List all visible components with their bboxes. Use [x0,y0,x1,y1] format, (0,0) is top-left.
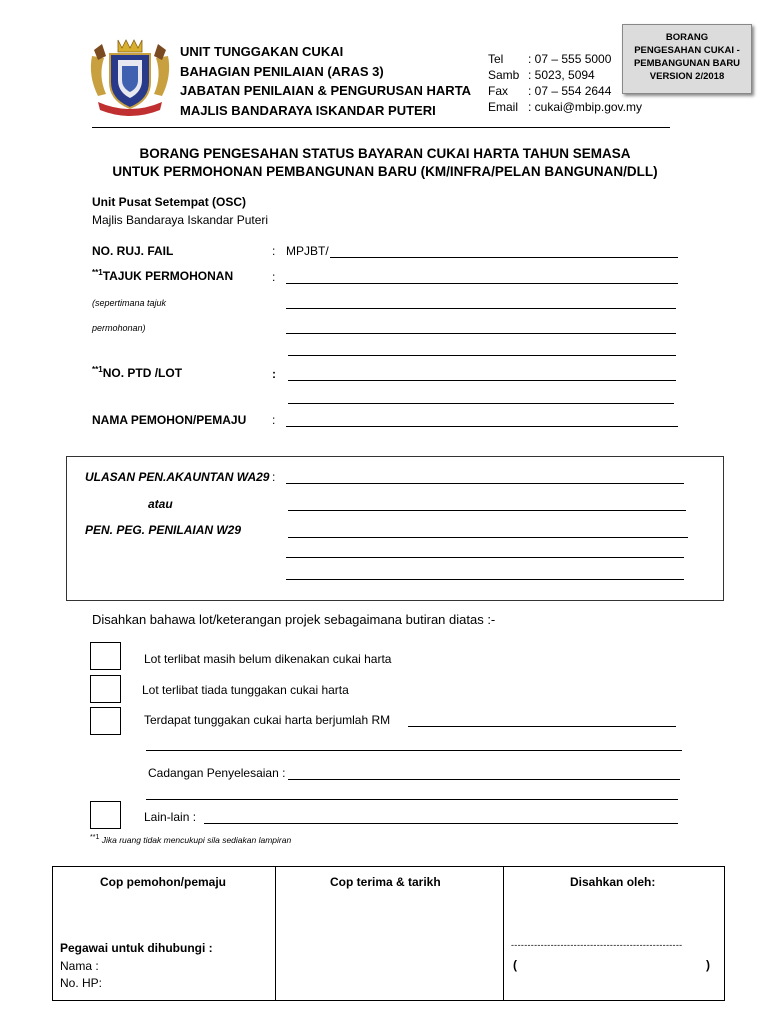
contact-block [488,51,642,115]
application-title-note-2: permohonan) [92,323,146,333]
review-or-text: atau [148,497,173,511]
review-input-line-4[interactable] [286,557,684,558]
file-ref-label: NO. RUJ. FAIL [92,244,174,258]
file-ref-input-line[interactable] [330,257,678,258]
confirmation-intro: Disahkan bahawa lot/keterangan projek sebagaimana butiran diatas :- [92,612,496,627]
review-input-line-2[interactable] [288,510,686,511]
arrears-input-line-2[interactable] [146,750,682,751]
checkbox-not-assessed[interactable] [90,642,121,670]
ptd-lot-label [92,365,182,380]
option-no-arrears-label: Lot terlibat tiada tunggakan cukai harta [142,683,349,697]
badge-line: VERSION 2/2018 [649,71,725,82]
contact-label-fax: Fax [488,84,509,98]
application-title-colon: : [272,270,276,284]
contact-label-email: Email [488,100,519,114]
verified-by-header: Disahkan oleh: [570,875,656,889]
agency-line-division: BAHAGIAN PENILAIAN (ARAS 3) [180,63,384,79]
form-title-line-1: BORANG PENGESAHAN STATUS BAYARAN CUKAI HARTA TAHUN SEMASA [139,146,631,161]
table-column-divider [503,867,504,1000]
review-input-line-3[interactable] [288,537,688,538]
ptd-lot-input-line-1[interactable] [288,380,676,381]
ptd-lot-input-line-2[interactable] [288,403,674,404]
other-input-line[interactable] [204,823,678,824]
agency-line-council: MAJLIS BANDARAYA ISKANDAR PUTERI [180,102,436,118]
footnote-marker: **1 [90,834,100,841]
contact-value-ext: : 5023, 5094 [528,68,595,82]
option-has-arrears-label: Terdapat tunggakan cukai harta berjumlah RM [144,713,391,727]
contact-value-email: : cukai@mbip.gov.my [528,100,642,114]
badge-line: BORANG [665,32,709,43]
review-colon: : [272,470,276,484]
contact-name-label: Nama : [60,959,99,973]
recipient-council: Majlis Bandaraya Iskandar Puteri [92,213,269,227]
footnote-marker: **1 [92,268,103,277]
applicant-name-input-line[interactable] [286,426,678,427]
proposal-input-line-1[interactable] [288,779,680,780]
agency-line-department: JABATAN PENILAIAN & PENGURUSAN HARTA [180,83,472,98]
contact-person-label: Pegawai untuk dihubungi : [60,941,213,955]
agency-block [180,42,471,120]
checkbox-other[interactable] [90,801,121,829]
review-valuer-label: PEN. PEG. PENILAIAN W29 [85,523,242,537]
agency-line-unit: UNIT TUNGGAKAN CUKAI [180,44,344,59]
footnote [90,834,291,845]
council-crest-logo [88,36,172,116]
form-title-line-2: UNTUK PERMOHONAN PEMBANGUNAN BARU (KM/INFRA/PELAN BANGUNAN/DLL) [112,164,658,179]
applicant-stamp-header: Cop pemohon/pemaju [100,875,226,889]
review-input-line-1[interactable] [286,483,684,484]
file-ref-prefix: MPJBT/ [286,244,329,258]
ptd-lot-text: NO. PTD /LOT [102,366,183,380]
application-title-text: TAJUK PERMOHONAN [102,269,234,283]
application-title-note-1: (sepertimana tajuk [92,298,167,308]
applicant-name-label: NAMA PEMOHON/PEMAJU [92,413,247,427]
ptd-lot-colon: : [272,367,276,381]
application-title-label [92,268,233,283]
signature-line[interactable]: ---------------------------------------------------- [511,940,683,950]
proposal-input-line-2[interactable] [146,799,678,800]
form-version-badge [622,24,752,94]
contact-label-tel: Tel [488,52,504,66]
received-stamp-header: Cop terima & tarikh [330,875,441,889]
application-title-input-line-4[interactable] [288,355,676,356]
badge-line: PEMBANGUNAN BARU [633,58,741,69]
checkbox-has-arrears[interactable] [90,707,121,735]
applicant-name-colon: : [272,413,276,427]
officer-name-close-paren: ) [706,958,710,972]
arrears-amount-input-line[interactable] [408,726,676,727]
contact-phone-label: No. HP: [60,976,103,990]
officer-name-open-paren: ( [513,958,517,972]
contact-value-fax: : 07 – 554 2644 [528,84,612,98]
recipient-unit: Unit Pusat Setempat (OSC) [92,195,247,209]
option-other-label: Lain-lain : [144,810,197,824]
proposal-label: Cadangan Penyelesaian : [148,766,286,780]
footnote-text: Jika ruang tidak mencukupi sila sediakan lampiran [101,834,292,845]
contact-label-ext: Samb [488,68,520,82]
option-not-assessed-label: Lot terlibat masih belum dikenakan cukai harta [144,652,392,666]
badge-line: PENGESAHAN CUKAI - [634,45,740,56]
header-divider [92,127,670,128]
application-title-input-line-1[interactable] [286,283,678,284]
table-column-divider [275,867,276,1000]
footnote-marker: **1 [92,365,103,374]
file-ref-colon: : [272,244,276,258]
checkbox-no-arrears[interactable] [90,675,121,703]
review-input-line-5[interactable] [286,579,684,580]
application-title-input-line-2[interactable] [286,308,676,309]
review-accountant-label: ULASAN PEN.AKAUNTAN WA29 [85,470,270,484]
application-title-input-line-3[interactable] [286,333,676,334]
contact-value-tel: : 07 – 555 5000 [528,52,612,66]
